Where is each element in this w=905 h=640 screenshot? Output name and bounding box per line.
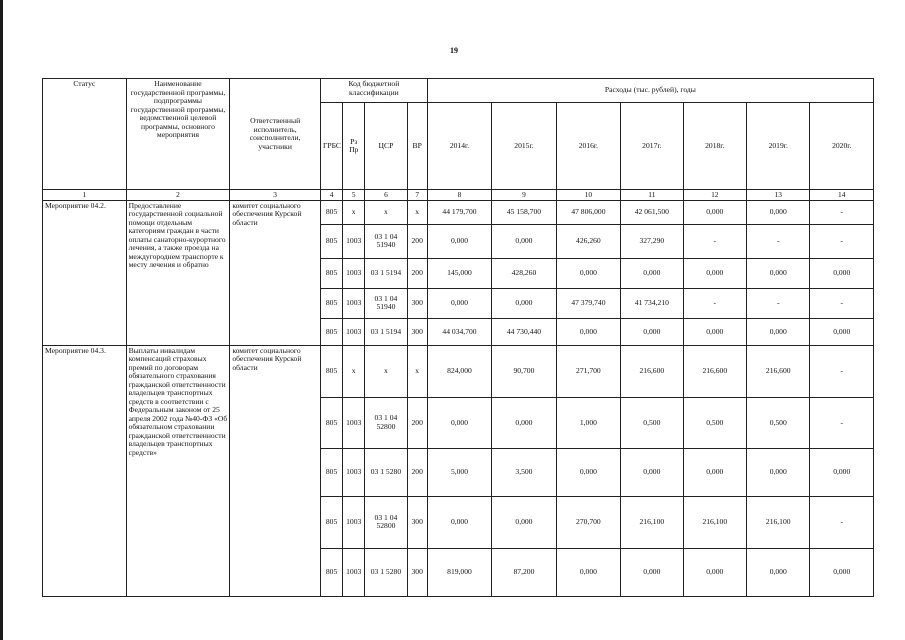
cell-2015: 90,700 — [492, 345, 556, 397]
column-number: 3 — [230, 190, 321, 201]
cell-vr: х — [407, 200, 427, 224]
column-number: 1 — [43, 190, 127, 201]
cell-2020: - — [810, 224, 874, 258]
cell-grbs: 805 — [320, 345, 342, 397]
header-name: Наименование государственной программы, подпрограммы государственной программы, ведомственной целевой программы, основного мероприятия — [126, 79, 230, 190]
column-number: 13 — [747, 190, 810, 201]
cell-2020: 0,000 — [810, 258, 874, 288]
cell-2015: 87,200 — [492, 548, 556, 596]
cell-2014: 0,000 — [427, 288, 491, 318]
cell-2015: 0,000 — [492, 496, 556, 548]
cell-2020: - — [810, 496, 874, 548]
cell-2016: 271,700 — [556, 345, 620, 397]
cell-rzpr: 1003 — [343, 288, 365, 318]
cell-rzpr: 1003 — [343, 448, 365, 496]
cell-2015: 45 158,700 — [492, 200, 556, 224]
column-number: 14 — [810, 190, 874, 201]
column-number: 9 — [492, 190, 556, 201]
cell-2015: 0,000 — [492, 288, 556, 318]
cell-2020: 0,000 — [810, 448, 874, 496]
cell-2018: 0,000 — [683, 318, 746, 345]
measure-status: Мероприятие 04.2. — [43, 200, 127, 345]
cell-vr: 300 — [407, 496, 427, 548]
column-number: 6 — [365, 190, 407, 201]
cell-2017: 42 061,500 — [621, 200, 683, 224]
cell-2019: - — [747, 288, 810, 318]
column-number: 2 — [126, 190, 230, 201]
cell-grbs: 805 — [320, 397, 342, 448]
cell-2014: 44 179,700 — [427, 200, 491, 224]
measure-responsible: комитет социального обеспечения Курской области — [230, 345, 321, 596]
cell-2017: 0,000 — [621, 318, 683, 345]
column-number: 12 — [683, 190, 746, 201]
cell-2015: 3,500 — [492, 448, 556, 496]
header-row-top — [43, 79, 874, 103]
cell-rzpr: х — [343, 200, 365, 224]
column-number-row — [43, 190, 874, 201]
budget-table — [42, 78, 874, 597]
cell-2018: 0,000 — [683, 548, 746, 596]
cell-2014: 145,000 — [427, 258, 491, 288]
cell-grbs: 805 — [320, 318, 342, 345]
column-number: 10 — [556, 190, 620, 201]
cell-csr: х — [365, 200, 407, 224]
header-year: 2014г. — [427, 103, 491, 190]
header-grbs: ГРБС — [320, 103, 342, 190]
cell-csr: 03 1 5194 — [365, 258, 407, 288]
header-year: 2016г. — [556, 103, 620, 190]
measure-name: Выплаты инвалидам компенсаций страховых премий по договорам обязательного страхования гражданской ответственности владельцев транспортных средств в соответствии с Федеральным законом от 25 апреля 2002 года №40-ФЗ «Об обязательном страховании гражданской ответственности владельцев транспортных средств» — [126, 345, 230, 596]
cell-grbs: 805 — [320, 288, 342, 318]
cell-2016: 0,000 — [556, 258, 620, 288]
cell-grbs: 805 — [320, 200, 342, 224]
cell-rzpr: 1003 — [343, 318, 365, 345]
cell-2014: 5,000 — [427, 448, 491, 496]
cell-rzpr: 1003 — [343, 548, 365, 596]
cell-2017: 216,100 — [621, 496, 683, 548]
cell-2020: - — [810, 345, 874, 397]
table-row — [43, 345, 874, 397]
cell-2014: 0,000 — [427, 496, 491, 548]
cell-2014: 44 034,700 — [427, 318, 491, 345]
cell-2018: 216,600 — [683, 345, 746, 397]
cell-grbs: 805 — [320, 448, 342, 496]
cell-grbs: 805 — [320, 258, 342, 288]
header-budget-code: Код бюджетной классификации — [320, 79, 427, 103]
cell-2017: 0,000 — [621, 258, 683, 288]
cell-vr: 200 — [407, 448, 427, 496]
cell-rzpr: 1003 — [343, 496, 365, 548]
measure-name: Предоставление государственной социальной помощи отдельным категориям граждан в части оплаты санаторно-курортного лечения, а также проезда на междугороднем транспорте к месту лечения и обратно — [126, 200, 230, 345]
table-row — [43, 200, 874, 224]
cell-2019: 0,000 — [747, 318, 810, 345]
cell-vr: 200 — [407, 397, 427, 448]
cell-2014: 824,000 — [427, 345, 491, 397]
header-year: 2018г. — [683, 103, 746, 190]
page-number: 19 — [450, 46, 458, 55]
cell-2020: 0,000 — [810, 548, 874, 596]
column-number: 5 — [343, 190, 365, 201]
cell-2015: 428,260 — [492, 258, 556, 288]
header-csr: ЦСР — [365, 103, 407, 190]
cell-2020: - — [810, 200, 874, 224]
cell-2015: 0,000 — [492, 397, 556, 448]
cell-csr: 03 1 5280 — [365, 448, 407, 496]
cell-csr: 03 1 5194 — [365, 318, 407, 345]
cell-vr: 200 — [407, 224, 427, 258]
cell-2014: 819,000 — [427, 548, 491, 596]
cell-2016: 0,000 — [556, 448, 620, 496]
cell-2019: - — [747, 224, 810, 258]
column-number: 7 — [407, 190, 427, 201]
cell-2016: 426,260 — [556, 224, 620, 258]
cell-2019: 0,000 — [747, 548, 810, 596]
header-expenses: Расходы (тыс. рублей), годы — [427, 79, 873, 103]
cell-rzpr: 1003 — [343, 224, 365, 258]
column-number: 4 — [320, 190, 342, 201]
cell-csr: 03 1 04 52800 — [365, 397, 407, 448]
header-year: 2015г. — [492, 103, 556, 190]
header-year: 2020г. — [810, 103, 874, 190]
cell-2018: 216,100 — [683, 496, 746, 548]
cell-2019: 0,000 — [747, 448, 810, 496]
cell-2016: 0,000 — [556, 548, 620, 596]
cell-2015: 44 730,440 — [492, 318, 556, 345]
cell-rzpr: 1003 — [343, 397, 365, 448]
cell-2018: 0,500 — [683, 397, 746, 448]
cell-2019: 216,100 — [747, 496, 810, 548]
cell-vr: 300 — [407, 288, 427, 318]
cell-vr: 300 — [407, 548, 427, 596]
cell-2019: 216,600 — [747, 345, 810, 397]
cell-2017: 0,500 — [621, 397, 683, 448]
cell-rzpr: 1003 — [343, 258, 365, 288]
cell-2018: 0,000 — [683, 448, 746, 496]
cell-2017: 0,000 — [621, 448, 683, 496]
cell-2019: 0,500 — [747, 397, 810, 448]
cell-grbs: 805 — [320, 548, 342, 596]
header-year: 2017г. — [621, 103, 683, 190]
column-number: 8 — [427, 190, 491, 201]
cell-2018: - — [683, 224, 746, 258]
cell-csr: 03 1 04 51940 — [365, 288, 407, 318]
cell-2017: 216,600 — [621, 345, 683, 397]
cell-grbs: 805 — [320, 496, 342, 548]
cell-2020: - — [810, 397, 874, 448]
cell-2020: 0,000 — [810, 318, 874, 345]
cell-2016: 1,000 — [556, 397, 620, 448]
cell-2016: 0,000 — [556, 318, 620, 345]
cell-csr: 03 1 04 51940 — [365, 224, 407, 258]
cell-2014: 0,000 — [427, 224, 491, 258]
header-year: 2019г. — [747, 103, 810, 190]
header-vr: ВР — [407, 103, 427, 190]
cell-2017: 327,290 — [621, 224, 683, 258]
cell-2014: 0,000 — [427, 397, 491, 448]
cell-2018: - — [683, 288, 746, 318]
cell-2017: 41 734,210 — [621, 288, 683, 318]
measure-responsible: комитет социального обеспечения Курской области — [230, 200, 321, 345]
cell-vr: х — [407, 345, 427, 397]
cell-2016: 47 379,740 — [556, 288, 620, 318]
header-responsible: Ответственный исполнитель, соисполнители, участники — [230, 79, 321, 190]
page-edge-shadow — [0, 0, 3, 640]
header-rzpr: Рз Пр — [343, 103, 365, 190]
cell-csr: 03 1 5280 — [365, 548, 407, 596]
cell-2016: 270,700 — [556, 496, 620, 548]
cell-vr: 200 — [407, 258, 427, 288]
cell-2017: 0,000 — [621, 548, 683, 596]
cell-csr: х — [365, 345, 407, 397]
header-status: Статус — [43, 79, 127, 190]
cell-2019: 0,000 — [747, 200, 810, 224]
measure-status: Мероприятие 04.3. — [43, 345, 127, 596]
cell-2019: 0,000 — [747, 258, 810, 288]
cell-2015: 0,000 — [492, 224, 556, 258]
column-number: 11 — [621, 190, 683, 201]
cell-rzpr: х — [343, 345, 365, 397]
cell-grbs: 805 — [320, 224, 342, 258]
cell-csr: 03 1 04 52800 — [365, 496, 407, 548]
cell-2018: 0,000 — [683, 200, 746, 224]
cell-vr: 300 — [407, 318, 427, 345]
cell-2018: 0,000 — [683, 258, 746, 288]
cell-2016: 47 806,000 — [556, 200, 620, 224]
cell-2020: - — [810, 288, 874, 318]
